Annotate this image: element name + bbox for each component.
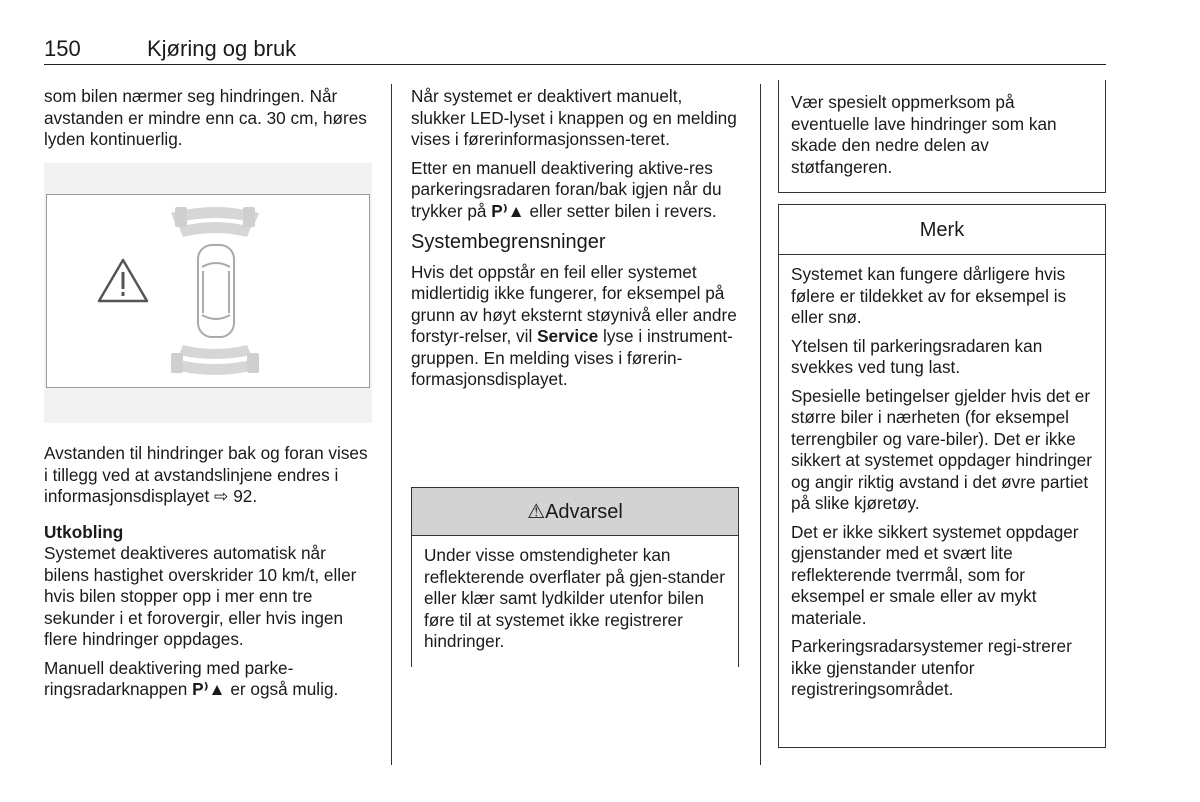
display-illustration	[46, 194, 370, 388]
paragraph: som bilen nærmer seg hindringen. Når avstanden er mindre enn ca. 30 cm, høres lyden kontinuerlig.	[44, 86, 367, 149]
page-reference-icon: ⇨	[214, 486, 229, 506]
parking-radar-button-icon: P⁾▲	[192, 679, 226, 699]
continued-note-box	[778, 80, 1106, 193]
paragraph-text: Manuell deaktivering med parke-ringsradarknappen	[44, 657, 294, 699]
rear-distance-arcs-icon	[171, 345, 259, 375]
merk-paragraph: Spesielle betingelser gjelder hvis det er større biler i nærheten (for eksempel terrengbiler og vare-biler). Det er ikke sikkert at systemet oppdager hindringer og angir riktig avstand i det øvre partiet på slike kjøretøy.	[791, 385, 1092, 513]
column-divider-2	[760, 84, 761, 765]
column-2	[411, 86, 741, 398]
warning-triangle-icon	[99, 260, 147, 301]
paragraph: Når systemet er deaktivert manuelt, slukker LED-lyset i knappen og en melding vises i førerinformasjonssen-teret.	[411, 86, 737, 149]
merk-paragraph: Parkeringsradarsystemer regi-strerer ikke gjenstander utenfor registreringsområdet.	[791, 636, 1072, 699]
paragraph-text: eller setter bilen i revers.	[524, 200, 717, 221]
car-top-view-icon	[198, 245, 234, 337]
merk-note-box	[778, 204, 1106, 748]
paragraph-text: Avstanden til hindringer bak og foran vises i tillegg ved at avstandslinjene endres i informasjonsdisplayet	[44, 443, 368, 506]
merk-body	[779, 255, 1105, 701]
paragraph-text: Etter en manuell deaktivering aktive-res parkeringsradaren foran/bak igjen når du trykker på	[411, 157, 722, 221]
page-reference: 92.	[228, 486, 258, 506]
warning-icon: ⚠	[527, 501, 546, 523]
paragraph-text: lyse i instrument-gruppen. En melding vises i førerin-formasjonsdisplayet.	[411, 326, 733, 389]
page-header	[44, 34, 1106, 65]
paragraph	[44, 443, 374, 508]
paragraph-text: Hvis det oppstår en feil eller systemet midlertidig ikke fungerer, for eksempel på grunn av høyt eksternt støynivå eller andre forstyr-relser, vil	[411, 261, 737, 346]
merk-paragraph: Ytelsen til parkeringsradaren kan svekkes ved tung last.	[791, 335, 1043, 377]
note-body	[779, 80, 1105, 178]
parking-sensor-illustration	[47, 195, 369, 387]
merk-header	[779, 205, 1105, 255]
column-1-bottom	[44, 443, 374, 708]
merk-paragraph: Det er ikke sikkert systemet oppdager gjenstander med et svært lite reflekterende tverrmål, som for eksempel er smale eller av mykt materiale.	[791, 521, 1079, 628]
front-distance-arcs-icon	[171, 207, 259, 237]
service-indicator-label: Service	[537, 326, 599, 346]
warning-header	[412, 488, 738, 536]
column-divider-1	[391, 84, 392, 765]
parking-radar-button-icon: P⁾▲	[491, 200, 525, 221]
paragraph: Systemet deaktiveres automatisk når bilens hastighet overskrider 10 km/t, eller hvis bilen stopper opp i mer enn tre sekunder i et forovergir, eller hvis ingen flere hindringer oppdages.	[44, 543, 357, 649]
parking-radar-figure	[44, 163, 372, 423]
note-text: Vær spesielt oppmerksom på eventuelle lave hindringer som kan skade den nedre delen av støtfangeren.	[791, 92, 1057, 177]
section-heading: Systembegrensninger	[411, 231, 606, 253]
warning-text: Under visse omstendigheter kan reflekterende overflater på gjen-stander eller klær samt lydkilder utenfor bilen føre til at systemet ikke registrerer hindringer.	[424, 545, 725, 651]
paragraph-text: er også mulig.	[225, 679, 339, 699]
chapter-title: Kjøring og bruk	[147, 36, 297, 61]
merk-title: Merk	[919, 219, 965, 241]
paragraph	[411, 262, 741, 391]
column-1-top	[44, 86, 374, 158]
paragraph	[44, 658, 374, 701]
paragraph	[411, 158, 741, 223]
section-subheading: Utkobling	[44, 521, 124, 542]
warning-body	[412, 536, 738, 653]
page-number: 150	[44, 36, 81, 61]
merk-paragraph: Systemet kan fungere dårligere hvis følere er tildekket av for eksempel is eller snø.	[791, 264, 1067, 327]
warning-box	[411, 487, 739, 667]
warning-title: Advarsel	[545, 501, 623, 523]
